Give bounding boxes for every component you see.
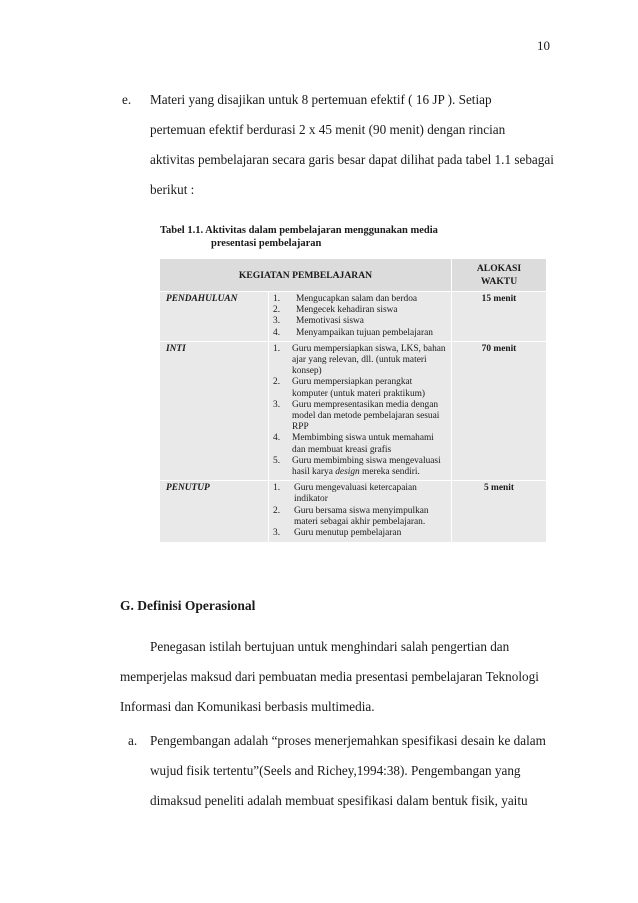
step-item [273, 328, 447, 339]
step-item [273, 456, 447, 478]
table-header-row [160, 259, 547, 292]
step-number: 5. [273, 455, 281, 466]
step-number: 3. [273, 316, 281, 327]
phase-cell: INTI [160, 341, 269, 480]
step-text: Guru bersama siswa menyimpulkan materi sebagai akhir pembelajaran. [294, 505, 429, 527]
step-number: 2. [273, 377, 281, 388]
table-row [160, 481, 547, 543]
step-text: Memotivasi siswa [296, 316, 364, 327]
time-cell: 70 menit [452, 341, 547, 480]
header-time-line1: ALOKASI [476, 263, 522, 274]
step-number: 4. [273, 327, 281, 338]
section-paragraph-line: Informasi dan Komunikasi berbasis multimedia. [120, 699, 375, 714]
step-text: Mengucapkan salam dan berdoa [296, 294, 418, 304]
step-item [273, 506, 447, 528]
step-number: 1. [273, 343, 281, 354]
activity-table [159, 258, 547, 543]
step-text-part: mereka sendiri. [359, 467, 420, 478]
table-row [160, 341, 547, 480]
step-item [273, 316, 447, 327]
item-a-line: Pengembangan adalah “proses menerjemahkan spesifikasi desain ke dalam [150, 733, 546, 748]
steps-cell [269, 481, 452, 543]
table-caption [160, 225, 438, 250]
step-item [273, 305, 447, 316]
step-text: Mengecek kehadiran siswa [296, 305, 398, 316]
item-a-marker: a. [128, 733, 138, 748]
header-activity: KEGIATAN PEMBELAJARAN [160, 259, 452, 292]
step-text-italic: design [335, 467, 360, 478]
item-e-line: berikut : [150, 182, 195, 197]
step-text: Guru mempresentasikan media dengan model dan metode pembelajaran sesuai RPP [292, 399, 440, 433]
item-e-paragraph [150, 85, 554, 205]
step-number: 3. [273, 399, 281, 410]
step-number: 3. [273, 528, 281, 539]
step-text-part: Guru membimbing siswa mengevaluasi hasil karya [292, 455, 441, 478]
step-item [273, 294, 447, 305]
item-e-line: pertemuan efektif berdurasi 2 x 45 menit (90 menit) dengan rincian [150, 122, 506, 137]
item-a-paragraph [150, 726, 546, 816]
section-paragraph-line: memperjelas maksud dari pembuatan media presentasi pembelajaran Teknologi [120, 669, 539, 684]
step-number: 2. [273, 505, 281, 516]
step-item [273, 344, 447, 378]
page-number: 10 [537, 38, 550, 53]
step-item [273, 433, 447, 455]
item-e-line: aktivitas pembelajaran secara garis besar dapat dilihat pada tabel 1.1 sebagai [150, 152, 554, 167]
header-time [452, 259, 547, 292]
table-caption-line2: presentasi pembelajaran [211, 237, 322, 249]
step-number: 2. [273, 305, 281, 316]
time-cell: 15 menit [452, 292, 547, 342]
time-cell: 5 menit [452, 481, 547, 543]
step-text: Guru mengevaluasi ketercapaian indikator [294, 483, 417, 505]
step-number: 1. [273, 294, 281, 304]
step-text: Membimbing siswa untuk memahami dan membuat kreasi grafis [292, 433, 434, 455]
step-item [273, 528, 447, 539]
item-a-line: wujud fisik tertentu”(Seels and Richey,1994:38). Pengembangan yang [150, 763, 521, 778]
step-text [292, 456, 447, 478]
item-a-line: dimaksud peneliti adalah membuat spesifikasi dalam bentuk fisik, yaitu [150, 793, 528, 808]
table-row [160, 292, 547, 342]
section-heading: G. Definisi Operasional [120, 598, 256, 613]
section-paragraph-line: Penegasan istilah bertujuan untuk menghindari salah pengertian dan [150, 639, 510, 654]
header-time-line2: WAKTU [480, 276, 518, 287]
item-e-line: Materi yang disajikan untuk 8 pertemuan efektif ( 16 JP ). Setiap [150, 92, 492, 107]
section-paragraph [120, 632, 539, 722]
steps-cell [269, 292, 452, 342]
step-text: Guru mempersiapkan siswa, LKS, bahan ajar yang relevan, dll. (untuk materi konsep) [292, 343, 446, 377]
step-item [273, 483, 447, 505]
phase-cell: PENDAHULUAN [160, 292, 269, 342]
steps-cell [269, 341, 452, 480]
step-text: Menyampaikan tujuan pembelajaran [296, 327, 433, 338]
step-text: Guru menutup pembelajaran [294, 528, 402, 539]
step-text: Guru mempersiapkan perangkat komputer (untuk materi praktikum) [292, 377, 426, 399]
item-e-marker: e. [122, 92, 132, 107]
phase-cell: PENUTUP [160, 481, 269, 543]
step-number: 4. [273, 433, 281, 444]
step-item [273, 377, 447, 399]
step-item [273, 400, 447, 434]
step-number: 1. [273, 483, 281, 494]
table-caption-line1: Tabel 1.1. Aktivitas dalam pembelajaran menggunakan media [160, 225, 438, 236]
